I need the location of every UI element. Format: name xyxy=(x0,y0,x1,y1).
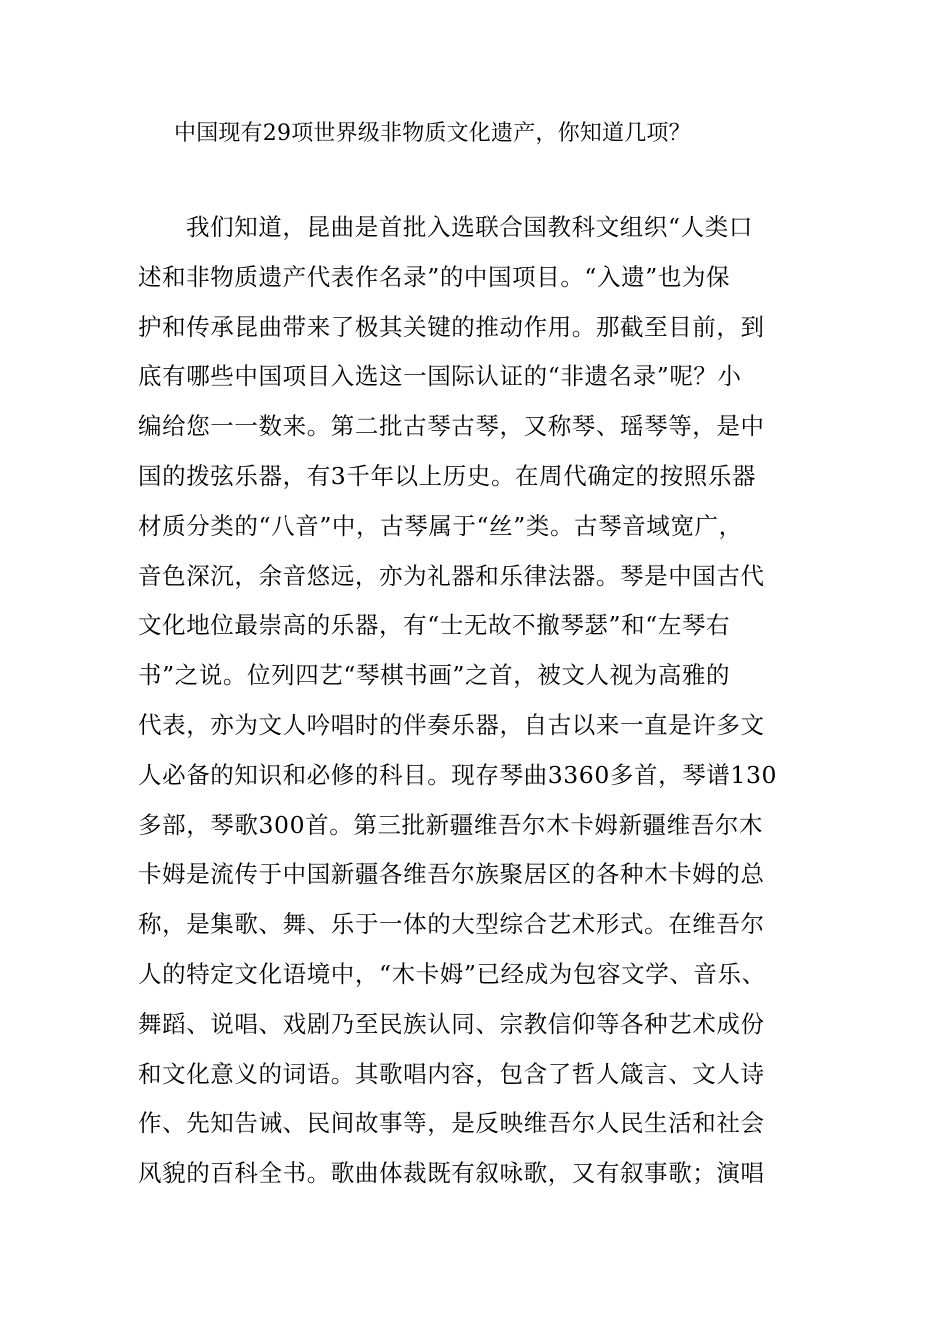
paragraph-line: 底有哪些中国项目入选这一国际认证的“非遗名录”呢？小 xyxy=(138,362,742,391)
paragraph-line: 多部，琴歌300首。第三批新疆维吾尔木卡姆新疆维吾尔木 xyxy=(138,810,764,839)
paragraph-line: 称，是集歌、舞、乐于一体的大型综合艺术形式。在维吾尔 xyxy=(138,910,765,939)
paragraph-line: 代表，亦为文人吟唱时的伴奏乐器，自古以来一直是许多文 xyxy=(138,710,765,739)
paragraph-line: 人的特定文化语境中，“木卡姆”已经成为包容文学、音乐、 xyxy=(138,959,766,988)
paragraph-line: 护和传承昆曲带来了极其关键的推动作用。那截至目前，到 xyxy=(138,312,765,341)
paragraph-line: 风貌的百科全书。歌曲体裁既有叙咏歌，又有叙事歌；演唱 xyxy=(138,1159,765,1188)
paragraph-line: 音色深沉，余音悠远，亦为礼器和乐律法器。琴是中国古代 xyxy=(138,561,765,590)
document-title: 中国现有29项世界级非物质文化遗产，你知道几项？ xyxy=(174,121,691,146)
paragraph-line: 作、先知告诫、民间故事等，是反映维吾尔人民生活和社会 xyxy=(138,1109,765,1138)
paragraph-line: 舞蹈、说唱、戏剧乃至民族认同、宗教信仰等各种艺术成份 xyxy=(138,1009,765,1038)
paragraph-line: 和文化意义的词语。其歌唱内容，包含了哲人箴言、文人诗 xyxy=(138,1059,765,1088)
paragraph-line: 书”之说。位列四艺“琴棋书画”之首，被文人视为高雅的 xyxy=(138,661,731,690)
paragraph-line: 卡姆是流传于中国新疆各维吾尔族聚居区的各种木卡姆的总 xyxy=(138,860,765,889)
paragraph-line: 材质分类的“八音”中，古琴属于“丝”类。古琴音域宽广， xyxy=(138,511,743,540)
paragraph-line: 文化地位最崇高的乐器，有“士无故不撤琴瑟”和“左琴右 xyxy=(138,611,731,640)
paragraph-line: 人必备的知识和必修的科目。现存琴曲3360多首，琴谱130 xyxy=(138,760,778,789)
paragraph-line: 编给您一一数来。第二批古琴古琴，又称琴、瑶琴等，是中 xyxy=(138,412,765,441)
body-paragraph xyxy=(138,203,838,1199)
paragraph-line: 述和非物质遗产代表作名录”的中国项目。“入遗”也为保 xyxy=(138,262,731,291)
paragraph-line: 我们知道，昆曲是首批入选联合国教科文组织“人类口 xyxy=(186,213,753,241)
paragraph-line: 国的拨弦乐器，有3千年以上历史。在周代确定的按照乐器 xyxy=(138,461,757,490)
